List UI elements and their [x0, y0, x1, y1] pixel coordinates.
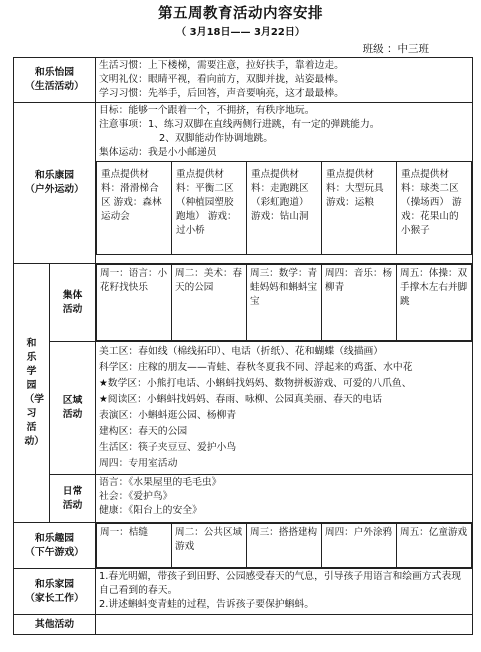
life-line: 文明礼仪：眼睛平视，看向前方，双脚并拢，站姿最棒。: [99, 74, 344, 85]
daily-activity-label: [50, 475, 96, 523]
play-label: [14, 523, 96, 569]
life-row: [14, 58, 473, 103]
outdoor-label-title: 和乐康园: [34, 170, 75, 181]
outdoor-label: [14, 103, 96, 264]
outdoor-box: 重点提供材料：滑滑梯合区 游戏：森林运动会: [97, 162, 172, 255]
play-day: 周一：桔缝: [97, 524, 172, 568]
class-label: 班级 ：中三班: [362, 43, 429, 55]
schedule-table: [13, 57, 473, 635]
page-title: 第五周教育活动内容安排: [158, 5, 323, 22]
outdoor-row: [14, 103, 473, 264]
area-activity-row: [14, 342, 473, 475]
daily-activity-content: [96, 475, 473, 523]
group-activity-row: [14, 264, 473, 342]
outdoor-box: 重点提供材料：走跑跳区（彩虹跑道） 游戏：钻山洞: [247, 162, 322, 255]
area-activity-label-text: 区域活动: [62, 395, 83, 420]
area-line: 建构区：春天的公园: [99, 426, 188, 437]
life-line: 学习习惯：先举手，后回答，声音要响亮，这才最最棒。: [99, 88, 344, 99]
daily-activity-row: [14, 475, 473, 523]
group-day: 周五：体操：双手撑木左右并脚跳: [397, 265, 472, 341]
daily-line: 健康：《阳台上的安全》: [99, 505, 202, 516]
area-activity-label: [50, 342, 96, 475]
group-day: 周四：音乐：杨柳青: [322, 265, 397, 341]
play-day: 周五：亿童游戏: [397, 524, 472, 568]
home-label: [14, 569, 96, 615]
group-activity-label-text: 集体活动: [62, 289, 83, 315]
life-line: 生活习惯：上下楼梯，需要注意，拉好扶手，靠着边走。: [99, 60, 344, 71]
life-content: [96, 58, 473, 103]
outdoor-line: 集体运动：我是小小邮递员: [99, 147, 217, 158]
outdoor-boxes: [96, 161, 472, 255]
area-line: 科学区：庄稼的朋友——青蛙、春秋冬夏我不同、浮起来的鸡蛋、水中花: [99, 362, 413, 373]
home-label-sub: （家长工作）: [25, 592, 84, 604]
play-day: 周四：户外涂鸦: [322, 524, 397, 568]
home-content: [96, 569, 473, 615]
date-range: （ 3月18日—— 3月22日）: [176, 27, 305, 38]
outdoor-box: 重点提供材料：平衡二区（种植园塑胶跑地） 游戏：过小桥: [172, 162, 247, 255]
area-line: ★阅读区：小蝌蚪找妈妈、春雨、咏柳、公园真美丽、春天的电话: [99, 394, 383, 405]
area-line: 周四：专用室活动: [99, 458, 178, 469]
area-line: 生活区：筷子夹豆豆、爱护小鸟: [99, 442, 237, 453]
group-day: 周二：美术：春天的公园: [172, 265, 247, 341]
other-label: 其他活动: [14, 615, 96, 635]
outdoor-label-sub: （户外运动）: [25, 184, 84, 195]
daily-activity-label-text: 日常活动: [62, 485, 83, 511]
play-days: [96, 523, 473, 569]
area-line: 美工区：春如线（棉线拓印）、电话（折纸）、花和蝴蝶（线描画）: [99, 346, 384, 357]
home-label-title: 和乐家园: [34, 578, 75, 590]
home-line: 1.春光明媚，带孩子到田野、公园感受春天的气息，引导孩子用语言和绘画方式表现自己看到的春天。: [99, 571, 462, 596]
area-line: 表演区：小蝌蚪逛公园、杨柳青: [99, 410, 237, 421]
play-label-title: 和乐趣园: [34, 532, 75, 544]
area-line: ★数学区：小熊打电话、小蝌蚪找妈妈、数物拼板游戏、可爱的八爪鱼、: [99, 378, 412, 389]
daily-line: 语言：《水果屋里的毛毛虫》: [99, 477, 222, 488]
outdoor-line: 目标：能够一个跟着一个，不拥挤，有秩序地玩。: [99, 105, 315, 116]
other-row: [14, 615, 473, 635]
play-day: 周二：公共区域游戏: [172, 524, 247, 568]
home-line: 2.讲述蝌蚪变青蛙的过程，告诉孩子要保护蝌蚪。: [99, 599, 315, 610]
outdoor-content: [96, 103, 473, 264]
group-activity-days: [96, 264, 473, 342]
outdoor-box: 重点提供材料：大型玩具 游戏：运粮: [322, 162, 397, 255]
life-label-title: 和乐怡园: [34, 67, 75, 78]
other-content: [96, 615, 473, 635]
learning-label-text: 和乐学园（学习活动）: [24, 338, 45, 447]
play-day: 周三：搭搭建构: [247, 524, 322, 568]
group-day: 周三：数学：青蛙妈妈和蝌蚪宝宝: [247, 265, 322, 341]
group-activity-label: [50, 264, 96, 342]
home-row: [14, 569, 473, 615]
outdoor-line: 注意事项：1、练习双脚在直线两侧行进跳，有一定的弹跳能力。: [99, 119, 380, 130]
learning-label: [14, 264, 50, 523]
life-label-sub: （生活活动）: [25, 81, 84, 92]
daily-line: 社会：《爱护鸟》: [99, 491, 173, 502]
play-label-sub: （下午游戏）: [25, 546, 84, 558]
life-label: [14, 58, 96, 103]
outdoor-line: 2、双脚能动作协调地跳。: [159, 133, 273, 144]
play-row: [14, 523, 473, 569]
outdoor-box: 重点提供材料：球类二区（操场西） 游戏：花果山的小猴子: [397, 162, 472, 255]
group-day: 周一：语言：小花籽找快乐: [97, 265, 172, 341]
area-activity-content: [96, 342, 473, 475]
